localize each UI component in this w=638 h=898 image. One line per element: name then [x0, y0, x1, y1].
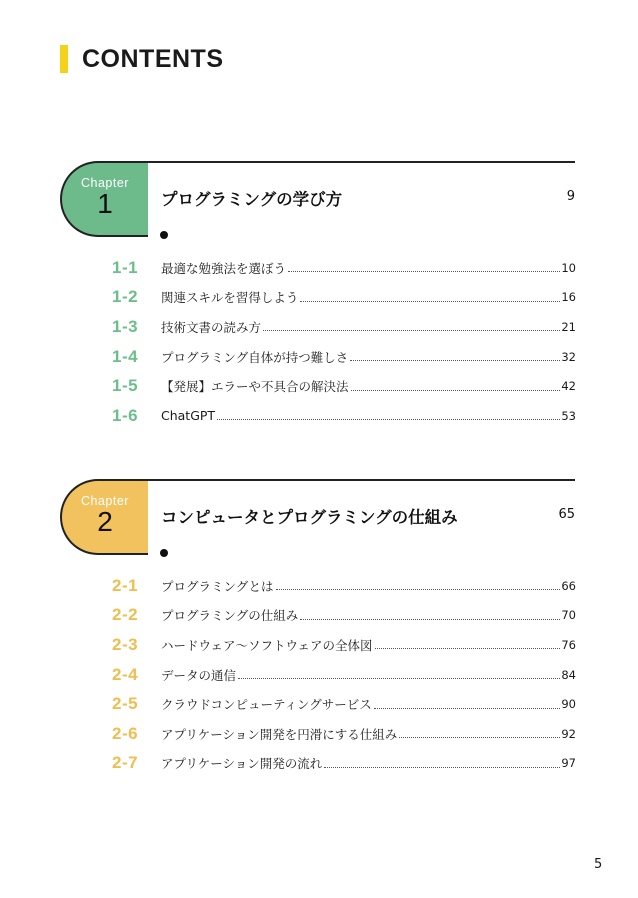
section-page: 84	[561, 667, 576, 682]
chapter-dot	[160, 549, 168, 557]
dot-leader	[351, 390, 561, 391]
section-title: プログラミング自体が持つ難しさ	[161, 349, 349, 365]
dot-leader	[263, 330, 560, 331]
chapter-title: コンピュータとプログラミングの仕組み	[161, 508, 458, 527]
toc-entry[interactable]	[112, 630, 576, 660]
toc-entry[interactable]	[112, 571, 576, 601]
chapter-rule	[148, 479, 575, 481]
section-number: 2-1	[112, 575, 139, 595]
section-page: 53	[561, 408, 576, 423]
page-number: 5	[594, 857, 603, 872]
section-title: プログラミングとは	[161, 578, 274, 594]
chapter-2-sections	[112, 571, 576, 778]
section-number: 2-2	[112, 605, 139, 625]
chapter-rule	[148, 161, 575, 163]
chapter-title: プログラミングの学び方	[161, 190, 343, 209]
dot-leader	[300, 301, 560, 302]
contents-heading	[60, 44, 224, 74]
section-title: ハードウェア〜ソフトウェアの全体図	[161, 637, 373, 653]
chapter-dot	[160, 231, 168, 239]
section-title: クラウドコンピューティングサービス	[161, 697, 372, 713]
chapter-page: 9	[566, 189, 575, 204]
section-number: 2-5	[112, 694, 139, 714]
section-number: 2-6	[112, 723, 139, 743]
toc-entry[interactable]	[112, 749, 576, 779]
dot-leader	[300, 619, 560, 620]
dot-leader	[375, 648, 561, 649]
chapter-1-sections	[112, 253, 576, 431]
dot-leader	[374, 708, 561, 709]
section-number: 1-1	[112, 257, 139, 277]
dot-leader	[399, 737, 560, 738]
section-number: 2-7	[112, 753, 139, 773]
chapter-1-badge	[60, 161, 148, 237]
section-title: 技術文書の読み方	[161, 319, 262, 335]
toc-entry[interactable]	[112, 253, 576, 283]
section-page: 32	[561, 349, 576, 364]
toc-entry[interactable]	[112, 371, 576, 401]
chapter-label: Chapter	[81, 494, 129, 508]
section-number: 1-5	[112, 376, 139, 396]
dot-leader	[217, 419, 560, 420]
section-title: データの通信	[161, 667, 237, 683]
section-title: プログラミングの仕組み	[161, 608, 299, 624]
section-page: 76	[561, 637, 576, 652]
section-page: 66	[561, 578, 576, 593]
section-page: 21	[561, 319, 576, 334]
section-page: 42	[561, 379, 576, 394]
section-title: ChatGPT	[161, 408, 216, 424]
chapter-number: 2	[97, 506, 113, 537]
section-title: アプリケーション開発を円滑にする仕組み	[161, 726, 398, 742]
chapter-2-badge	[60, 479, 148, 555]
toc-entry[interactable]	[112, 660, 576, 690]
toc-entry[interactable]	[112, 312, 576, 342]
section-page: 97	[561, 756, 576, 771]
section-title: アプリケーション開発の流れ	[161, 756, 323, 772]
dot-leader	[324, 767, 560, 768]
section-page: 92	[561, 726, 576, 741]
toc-entry[interactable]	[112, 601, 576, 631]
section-number: 2-4	[112, 664, 139, 684]
dot-leader	[276, 589, 561, 590]
section-page: 10	[561, 260, 576, 275]
dot-leader	[350, 360, 560, 361]
chapter-label: Chapter	[81, 176, 129, 190]
toc-entry[interactable]	[112, 689, 576, 719]
dot-leader	[288, 271, 560, 272]
chapter-number: 1	[97, 188, 113, 219]
section-number: 1-3	[112, 316, 139, 336]
section-title: 【発展】エラーや不具合の解決法	[161, 379, 349, 395]
section-page: 90	[561, 697, 576, 712]
toc-entry[interactable]	[112, 342, 576, 372]
dot-leader	[238, 678, 560, 679]
section-title: 関連スキルを習得しよう	[161, 290, 299, 306]
section-page: 70	[561, 608, 576, 623]
toc-entry[interactable]	[112, 401, 576, 431]
section-page: 16	[561, 290, 576, 305]
toc-entry[interactable]	[112, 719, 576, 749]
page-title: CONTENTS	[82, 44, 224, 73]
section-number: 1-2	[112, 287, 139, 307]
section-number: 1-4	[112, 346, 139, 366]
section-title: 最適な勉強法を選ぼう	[161, 260, 287, 276]
toc-entry[interactable]	[112, 283, 576, 313]
heading-accent-bar	[60, 45, 68, 73]
section-number: 1-6	[112, 405, 139, 425]
section-number: 2-3	[112, 634, 139, 654]
chapter-page: 65	[558, 507, 575, 522]
